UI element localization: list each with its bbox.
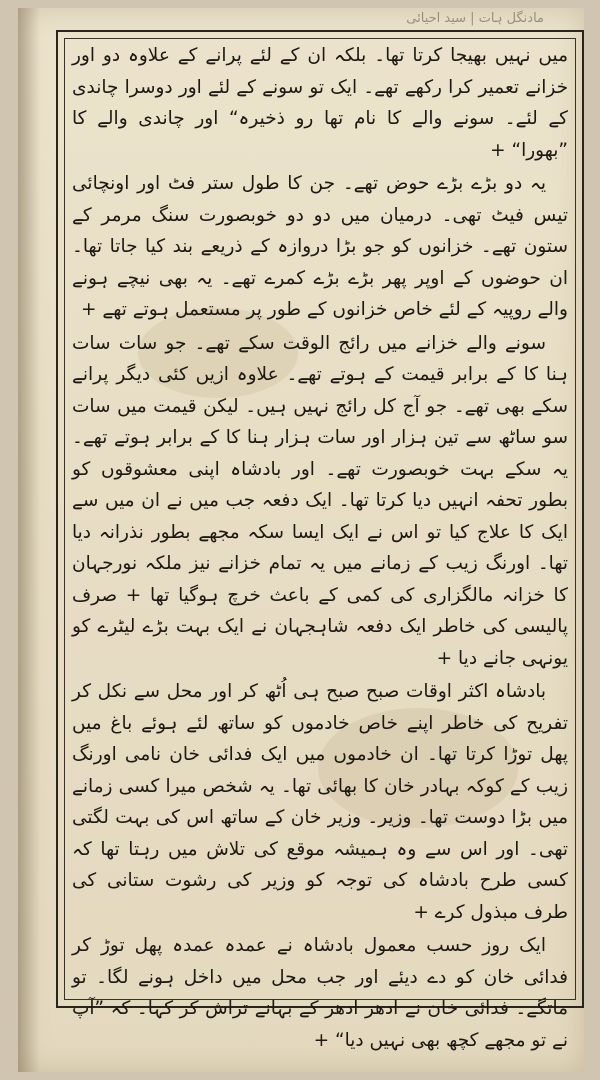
book-page: [18, 8, 584, 1072]
paragraph-1: میں نہیں بھیجا کرتا تھا۔ بلکہ ان کے لئے پرانے کے علاوہ دو اور خزانے تعمیر کرا رکھے تھے۔ ایک تو سونے کے لئے اور دوسرا چاندی کے لئے۔ سونے والے کا نام تھا رو ذخیرہ“ اور چاندی والے کا ”بھورا“ +: [72, 45, 568, 161]
paragraph-4: بادشاہ اکثر اوقات صبح صبح ہی اُٹھ کر اور محل سے نکل کر تفریح کی خاطر اپنے خاص خادموں کو ساتھ لئے ہوئے باغ میں پھل توڑا کرتا تھا۔ ان خادموں میں ایک فدائی خان نامی اورنگ زیب کے کوکہ بہادر خان کا بھائی تھا۔ یہ شخص میرا کسی زمانے میں بڑا دوست تھا۔ وزیر۔ وزیر خان کے ساتھ اس کی بہت لگتی تھی۔ اور اس سے وہ ہمیشہ موقع کی تلاش میں رہتا تھا کہ کسی طرح بادشاہ کی توجہ کو وزیر کی رشوت ستانی کی طرف مبذول کرے +: [72, 681, 568, 923]
spine-shadow: [18, 8, 40, 1072]
paragraph-3: سونے والے خزانے میں رائج الوقت سکے تھے۔ جو سات سات ہنا کا کے برابر قیمت کے ہوتے تھے۔ علاوہ ازیں کئی دیگر پرانے سکے بھی تھے۔ جو آج کل رائج نہیں ہیں۔ لیکن قیمت میں سات سو ساٹھ سے تین ہزار اور سات ہزار ہنا کا کے برابر ہوتے تھے۔ یہ سکے بہت خوبصورت تھے۔ اور بادشاہ اپنی معشوقوں کو بطور تحفہ انہیں دیا کرتا تھا۔ ایک دفعہ جب میں نے ان میں سے ایک کا علاج کیا تو اس نے ایک ایسا سکہ مجھے بطور نذرانہ دیا تھا۔ اورنگ زیب کے زمانے میں یہ تمام خزانے نیز ملکہ نورجہان کا خزانہ مالگزاری کی کمی کے باعث خرچ ہوگیا تھا + صرف پالیسی کی خاطر ایک دفعہ شاہجہان نے ایک بہت بڑے لیٹرے کو یونہی جانے دیا +: [72, 332, 568, 669]
paragraph-2: یہ دو بڑے بڑے حوض تھے۔ جن کا طول ستر فٹ اور اونچائی تیس فیٹ تھی۔ درمیان میں دو دو خوبصورت سنگ مرمر کے ستون تھے۔ خزانوں کو جو بڑا دروازہ کے ذریعے بند کیا جاتا تھا۔ ان حوضوں کے اوپر پھر بڑے بڑے کمرے تھے۔ یہ بھی نیچے ہونے والے روپیہ کے لئے خاص خزانوں کے طور پر مستعمل ہوتے تھے +: [72, 173, 568, 320]
text-border-frame: [56, 30, 584, 1051]
ghost-header-text: مادنگل ‌‌ہات | سید احیائی: [406, 11, 544, 26]
page-body-text: [72, 40, 568, 1051]
paragraph-5: ایک روز حسب معمول بادشاہ نے عمدہ عمدہ پھل توڑ کر فدائی خان کو دے دیئے اور جب محل میں داخل ہونے لگا۔ تو ماتگے۔ فدائی خان نے ادھر ادھر کے بہانے تراش کر کہا۔ کہ ”آپ نے تو مجھے کچھ بھی نہیں دیا“ +: [72, 935, 568, 1051]
